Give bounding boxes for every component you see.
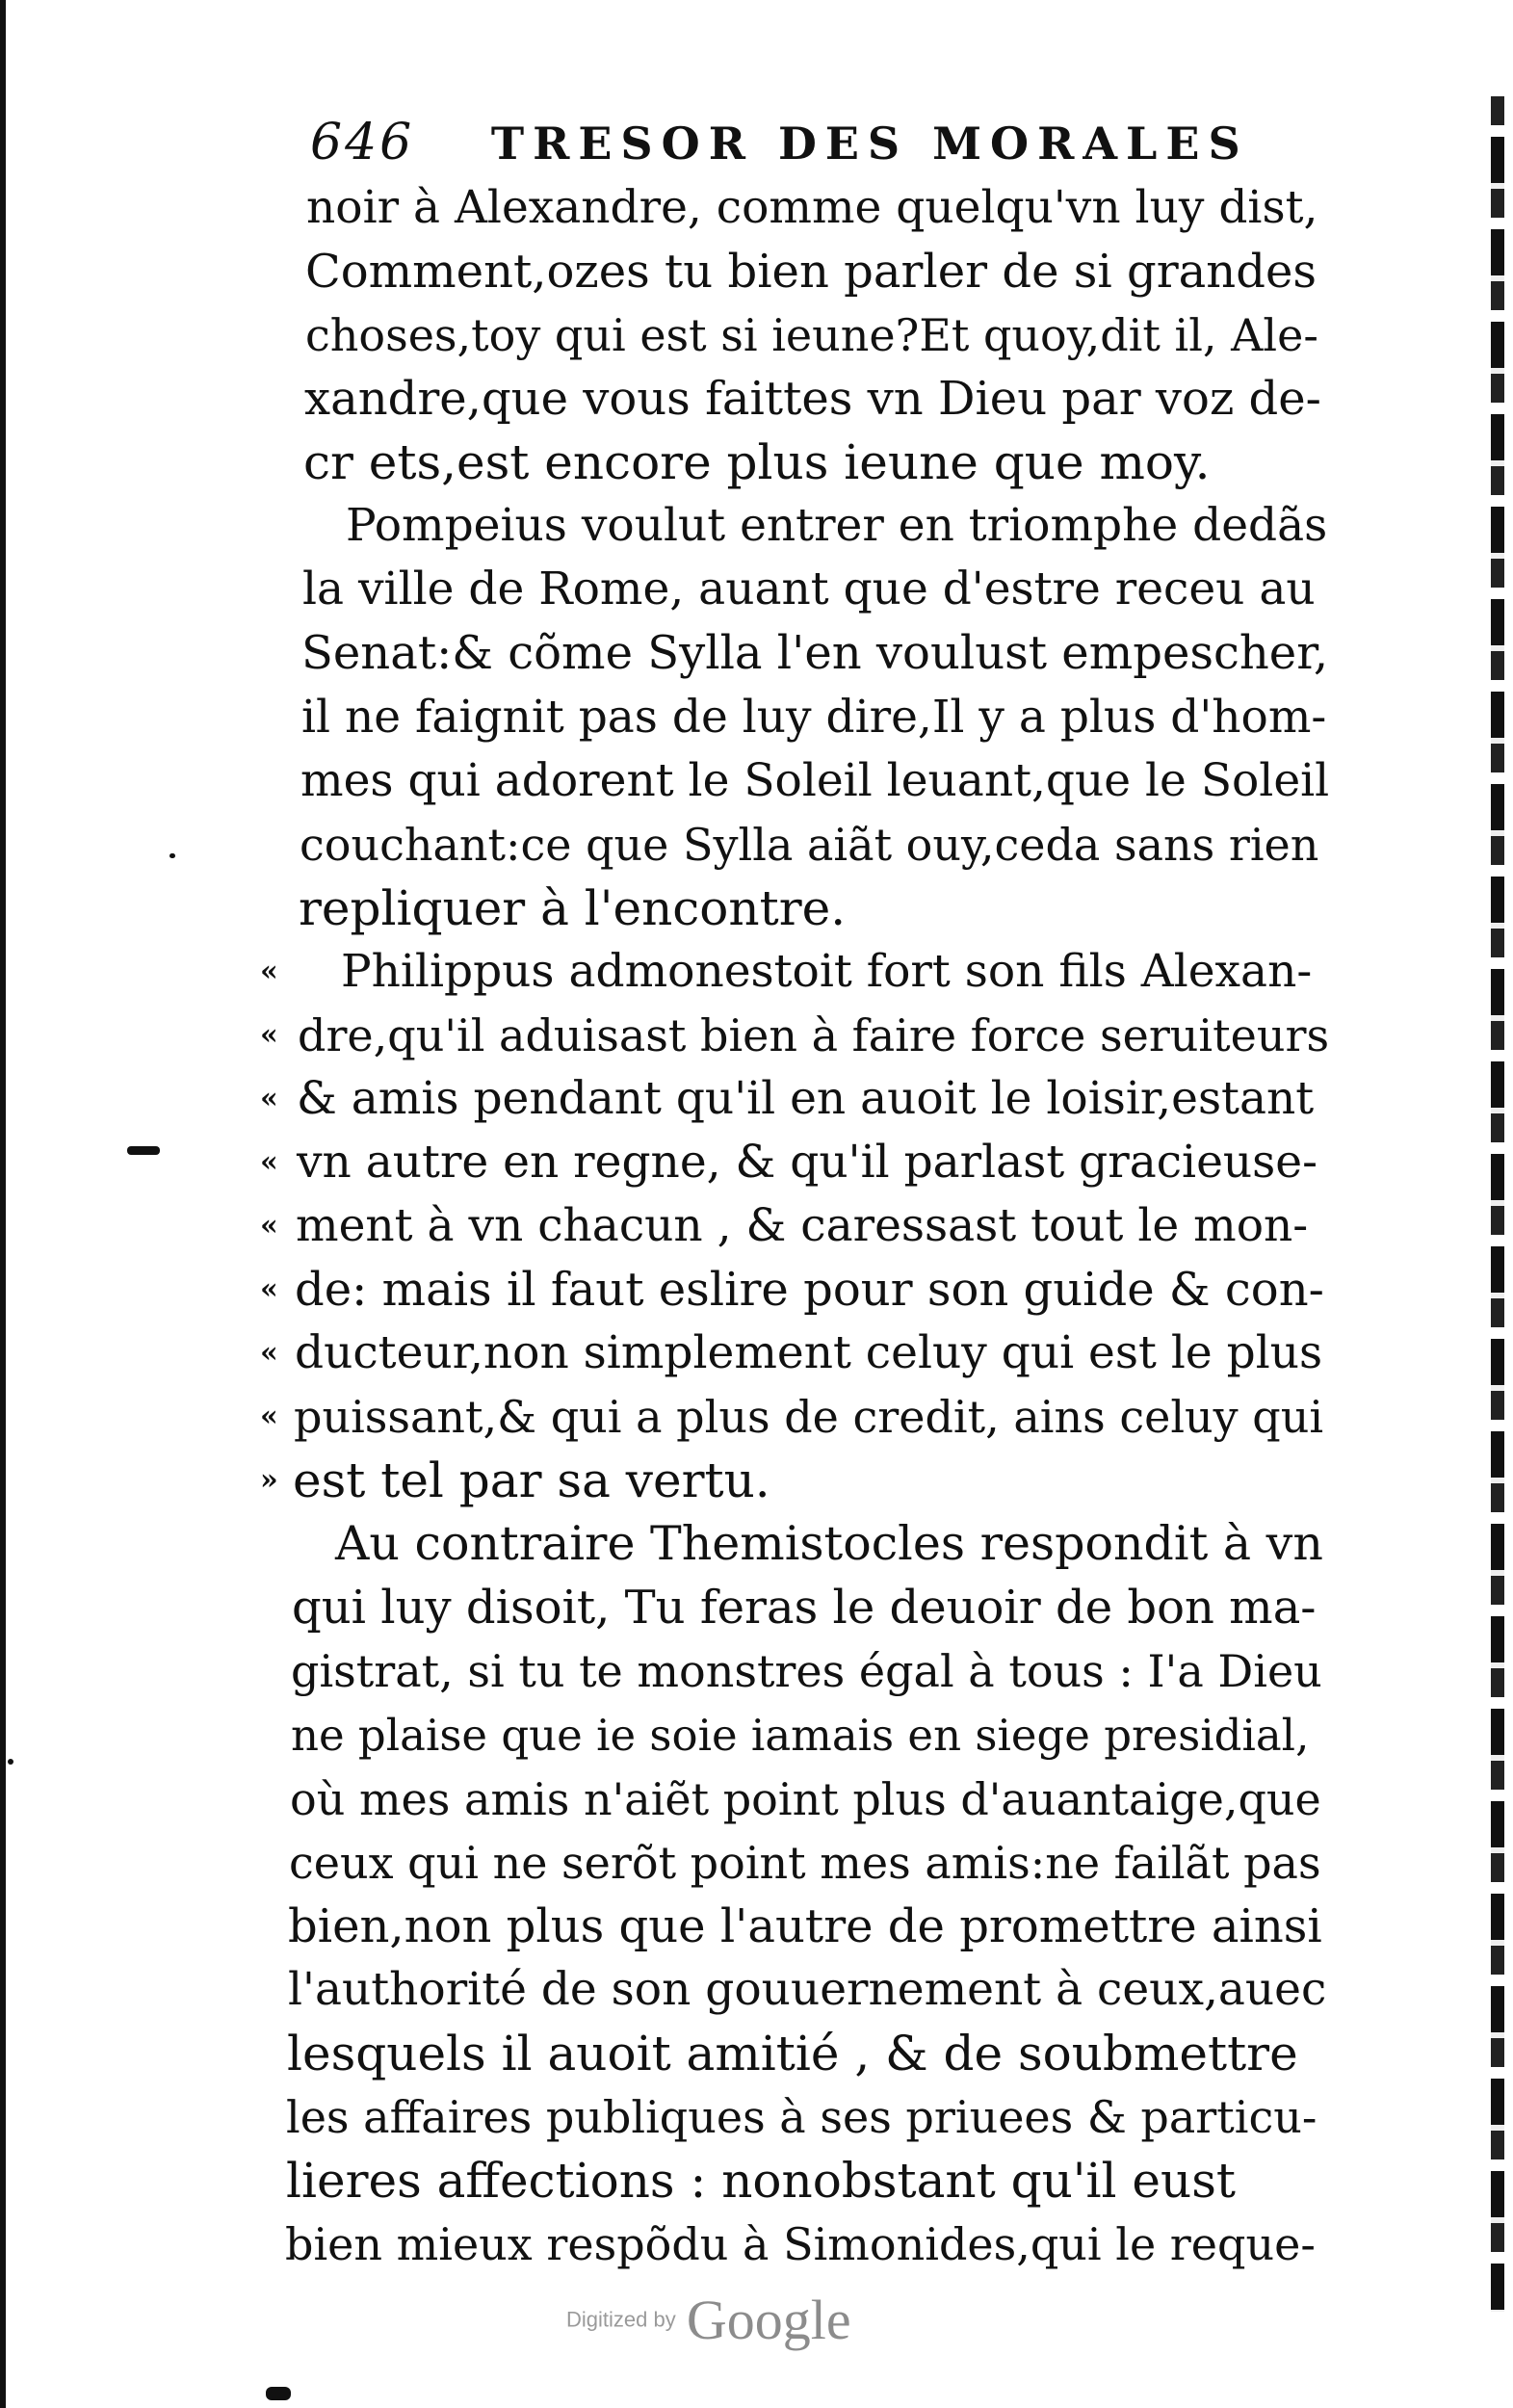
text-line: de: mais il faut eslire pour son guide & con- — [295, 1263, 1324, 1317]
text-line: xandre,que vous faittes vn Dieu par voz de- — [304, 372, 1321, 426]
marginal-quote-mark: « — [260, 1082, 278, 1115]
text-line: la ville de Rome, auant que d'estre receu au — [302, 563, 1316, 615]
marginal-quote-mark: « — [260, 1145, 278, 1179]
text-line: Comment,ozes tu bien parler de si grandes — [305, 245, 1317, 299]
text-line: il ne faignit pas de luy dire,Il y a plus d'hom- — [301, 691, 1327, 744]
text-line: Au contraire Themistocles respondit à vn — [335, 1516, 1323, 1571]
text-line: où mes amis n'aiẽt point plus d'auantaige,que — [290, 1773, 1321, 1825]
text-line: Philippus admonestoit fort son fils Alexan- — [341, 945, 1313, 998]
text-line: puissant,& qui a plus de credit, ains celuy qui — [294, 1391, 1324, 1443]
marginal-quote-mark: « — [260, 1336, 278, 1370]
text-line: repliquer à l'encontre. — [299, 880, 847, 936]
digitized-label: Digitized by — [566, 2307, 676, 2332]
text-line: bien,non plus que l'autre de promettre ainsi — [288, 1899, 1322, 1953]
running-title: TRESOR DES MORALES — [490, 118, 1249, 170]
marginal-quote-mark: « — [260, 955, 278, 988]
marginal-quote-mark: « — [260, 1018, 278, 1052]
text-line: dre,qu'il aduisast bien à faire force seruiteurs — [298, 1009, 1330, 1061]
text-line: vn autre en regne, & qu'il parlast gracieuse- — [297, 1136, 1317, 1189]
text-line: ducteur,non simplement celuy qui est le plus — [295, 1326, 1323, 1379]
page-number: 646 — [310, 114, 415, 171]
text-line: cr ets,est encore plus ieune que moy. — [303, 434, 1211, 490]
marginal-quote-mark: « — [260, 1400, 278, 1433]
text-line: lieres affections : nonobstant qu'il eust — [286, 2153, 1236, 2209]
margin-mark — [170, 853, 175, 858]
text-line: Pompeius voulut entrer en triomphe dedãs — [346, 499, 1328, 552]
marginal-quote-mark: « — [260, 1209, 278, 1243]
digitized-footer — [566, 2288, 952, 2365]
text-line: qui luy disoit, Tu feras le deuoir de bon ma- — [292, 1581, 1317, 1635]
margin-mark — [127, 1146, 160, 1155]
running-head — [310, 114, 1273, 171]
margin-mark — [8, 1759, 13, 1765]
text-line: choses,toy qui est si ieune?Et quoy,dit il, Ale- — [305, 309, 1318, 361]
text-line: lesquels il auoit amitié , & de soubmettre — [287, 2026, 1298, 2081]
text-line: ceux qui ne serõt point mes amis:ne failãt pas — [289, 1837, 1321, 1889]
text-line: noir à Alexandre, comme quelqu'vn luy dist, — [306, 181, 1318, 234]
text-line: mes qui adorent le Soleil leuant,que le Soleil — [300, 754, 1330, 807]
text-line: ment à vn chacun , & caressast tout le mon- — [296, 1199, 1309, 1252]
text-line: les affaires publiques à ses priuees & particu- — [286, 2091, 1317, 2143]
marginal-quote-mark: « — [260, 1272, 278, 1306]
page-left-edge — [0, 0, 6, 2408]
text-line: couchant:ce que Sylla aiãt ouy,ceda sans rien — [300, 819, 1319, 871]
text-line: l'authorité de son gouuernement à ceux,auec — [288, 1963, 1327, 2016]
text-line: gistrat, si tu te monstres égal à tous : I'a Dieu — [291, 1645, 1322, 1697]
marginal-quote-mark: » — [260, 1463, 278, 1497]
text-line: est tel par sa vertu. — [293, 1453, 770, 1508]
text-line: bien mieux respõdu à Simonides,qui le reque- — [285, 2218, 1316, 2270]
text-line: ne plaise que ie soie iamais en siege presidial, — [291, 1710, 1310, 1761]
text-line: Senat:& cõme Sylla l'en voulust empescher, — [301, 626, 1329, 680]
page-right-edge — [1491, 96, 1504, 2312]
text-line: & amis pendant qu'il en auoit le loisir,estant — [297, 1072, 1315, 1125]
margin-mark — [266, 2387, 291, 2400]
google-logo: Google — [686, 2289, 851, 2351]
